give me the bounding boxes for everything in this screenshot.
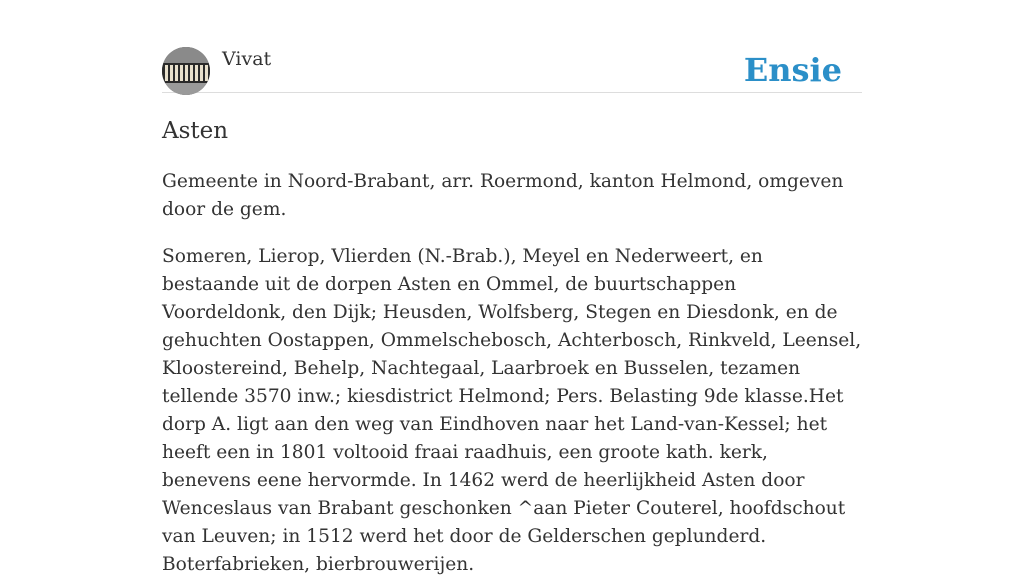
brand-logo[interactable]: Ensie xyxy=(743,51,842,89)
article-title: Asten xyxy=(162,118,229,144)
article-paragraph: Someren, Lierop, Vlierden (N.-Brab.), Meyel en Nederweert, en bestaande uit de dorpen Asten en Ommel, de buurtschappen Voordeldonk, den Dijk; Heusden, Wolfsberg, Stegen en Diesdonk, en de gehuchten Oostappen, Ommelschebosch, Achterbosch, Rinkveld, Leensel, Kloostereind, Behelp, Nachtegaal, Laarbroek en Busselen, tezamen tellende 3570 inw.; kiesdistrict Helmond; Pers. Belasting 9de klasse.Het dorp A. ligt aan den weg van Eindhoven naar het Land-van-Kessel; het heeft een in 1801 voltooid fraai raadhuis, een groote kath. kerk, benevens eene hervormde. In 1462 werd de heerlijkheid Asten door Wenceslaus van Brabant geschonken ^aan Pieter Couterel, hoofdschout van Leuven; in 1512 werd het door de Gelderschen geplunderd. Boterfabrieken, bierbrouwerijen. xyxy=(162,246,862,575)
article-paragraph: Gemeente in Noord-Brabant, arr. Roermond, kanton Helmond, omgeven door de gem. xyxy=(162,171,844,220)
avatar[interactable] xyxy=(162,47,210,95)
author-name[interactable]: Vivat xyxy=(222,48,272,70)
typewriter-keys-avatar-icon xyxy=(162,47,210,95)
header xyxy=(162,44,862,93)
